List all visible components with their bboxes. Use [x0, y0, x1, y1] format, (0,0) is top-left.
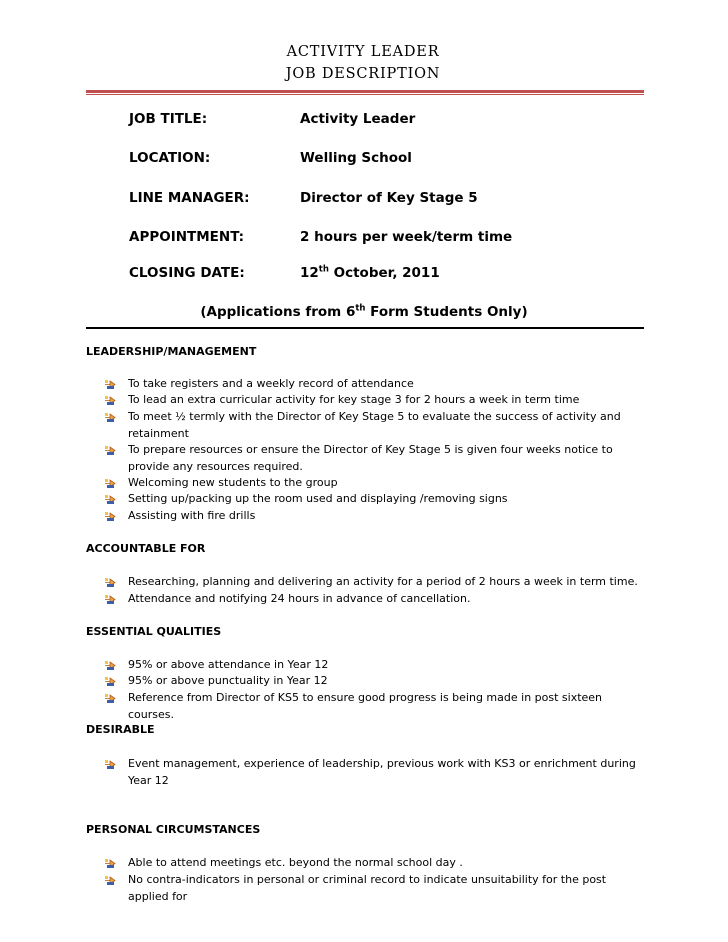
list-item: [104, 392, 644, 409]
list-item: [104, 376, 644, 393]
header-rule-thin: [86, 94, 644, 95]
list-item: [104, 409, 644, 442]
list-item: [104, 442, 644, 475]
section-heading-desirable: DESIRABLE: [86, 723, 155, 736]
list-item-text: Able to attend meetings etc. beyond the normal school day .: [128, 856, 463, 869]
appointment-value: 2 hours per week/term time: [300, 229, 513, 245]
line-manager-value: Director of Key Stage 5: [300, 190, 478, 206]
bullet-arrow-icon: [104, 577, 117, 588]
list-item-text: Assisting with fire drills: [128, 509, 256, 522]
list-item-text: Setting up/packing up the room used and displaying /removing signs: [128, 492, 508, 505]
bullet-arrow-icon: [104, 693, 117, 704]
list-item-text: To prepare resources or ensure the Director of Key Stage 5 is given four weeks notice to provide any resources required.: [128, 443, 613, 473]
list-item-text: 95% or above punctuality in Year 12: [128, 674, 328, 687]
bullet-arrow-icon: [104, 875, 117, 886]
section-heading-leadership-management: LEADERSHIP/MANAGEMENT: [86, 345, 257, 358]
appointment-label: APPOINTMENT:: [129, 229, 245, 245]
list-item-text: Attendance and notifying 24 hours in advance of cancellation.: [128, 592, 471, 605]
bullet-arrow-icon: [104, 858, 117, 869]
section-heading-accountable-for: ACCOUNTABLE FOR: [86, 542, 206, 555]
bullet-arrow-icon: [104, 494, 117, 505]
list-item: [104, 491, 644, 508]
bullet-arrow-icon: [104, 511, 117, 522]
list-item-text: To lead an extra curricular activity for key stage 3 for 2 hours a week in term time: [128, 393, 580, 406]
document-title: ACTIVITY LEADER: [286, 44, 440, 60]
closing-date-value: 12th October, 2011: [300, 264, 440, 281]
bullet-arrow-icon: [104, 379, 117, 390]
list-item-text: To meet ½ termly with the Director of Key Stage 5 to evaluate the success of activity and retainment: [128, 410, 621, 440]
list-item: [104, 756, 644, 789]
list-item-text: Welcoming new students to the group: [128, 476, 338, 489]
list-item-text: Event management, experience of leadership, previous work with KS3 or enrichment during Year 12: [128, 757, 636, 787]
bullet-arrow-icon: [104, 676, 117, 687]
bullet-arrow-icon: [104, 660, 117, 671]
section-divider: [86, 327, 644, 329]
document-subtitle: JOB DESCRIPTION: [285, 66, 441, 82]
bullet-arrow-icon: [104, 412, 117, 423]
bullet-arrow-icon: [104, 594, 117, 605]
job-title-value: Activity Leader: [300, 111, 416, 127]
section-heading-essential-qualities: ESSENTIAL QUALITIES: [86, 625, 222, 638]
list-item: [104, 574, 644, 591]
list-item-text: Reference from Director of KS5 to ensure good progress is being made in post sixteen courses.: [128, 691, 603, 721]
bullet-arrow-icon: [104, 445, 117, 456]
bullet-arrow-icon: [104, 478, 117, 489]
list-item-text: Researching, planning and delivering an activity for a period of 2 hours a week in term time.: [128, 575, 638, 588]
list-item-text: To take registers and a weekly record of attendance: [128, 377, 414, 390]
line-manager-label: LINE MANAGER:: [129, 190, 250, 206]
list-item: [104, 657, 644, 674]
closing-date-label: CLOSING DATE:: [129, 265, 245, 281]
header-rule: [86, 90, 644, 93]
applications-notice: (Applications from 6th Form Students Only): [200, 303, 528, 320]
section-heading-personal-circumstances: PERSONAL CIRCUMSTANCES: [86, 823, 261, 836]
list-item: [104, 855, 644, 872]
location-value: Welling School: [300, 150, 412, 166]
bullet-arrow-icon: [104, 395, 117, 406]
list-item: [104, 508, 644, 525]
bullet-arrow-icon: [104, 759, 117, 770]
list-item: [104, 690, 644, 723]
list-item-text: No contra-indicators in personal or criminal record to indicate unsuitability for the post applied for: [128, 873, 607, 903]
job-title-label: JOB TITLE:: [129, 111, 208, 127]
list-item: [104, 872, 644, 905]
location-label: LOCATION:: [129, 150, 211, 166]
list-item-text: 95% or above attendance in Year 12: [128, 658, 329, 671]
list-item: [104, 475, 644, 492]
list-item: [104, 673, 644, 690]
list-item: [104, 591, 644, 608]
